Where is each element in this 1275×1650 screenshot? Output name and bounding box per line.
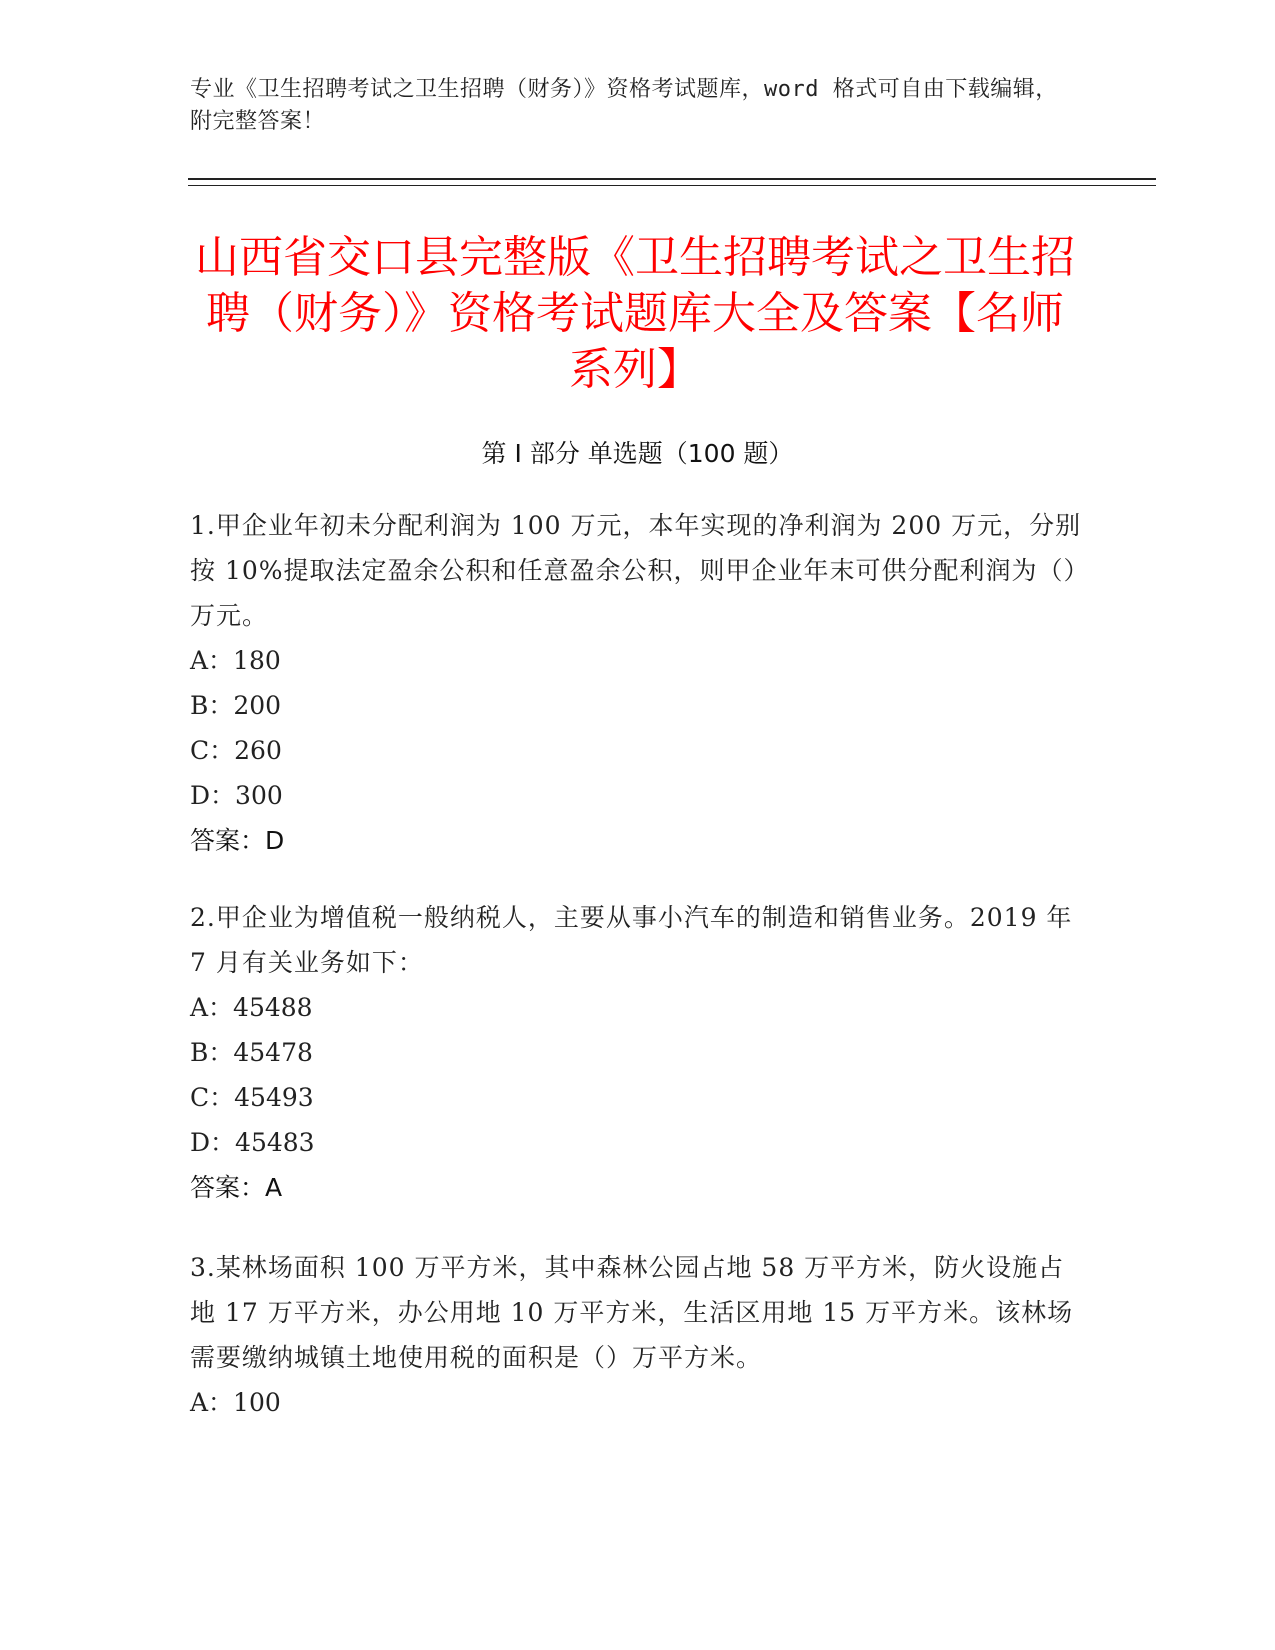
header-divider [188, 178, 1156, 180]
option-c: C：45493 [190, 1083, 314, 1112]
question-3 [190, 1245, 1090, 1425]
answer-line [190, 1165, 1090, 1210]
answer-line [190, 818, 1090, 863]
answer-label: 答案： [190, 1173, 266, 1202]
option-b: B：45478 [190, 1038, 313, 1067]
option-a: A：100 [190, 1388, 281, 1417]
answer-value: D [265, 826, 285, 855]
option-d: D：300 [190, 781, 283, 810]
option-a: A：180 [190, 646, 281, 675]
section-heading: 第 I 部分 单选题（100 题） [481, 439, 794, 468]
option-d: D：45483 [190, 1128, 315, 1157]
option-a: A：45488 [190, 993, 313, 1022]
header-divider-thin [188, 185, 1156, 186]
header-note: 专业《卫生招聘考试之卫生招聘（财务）》资格考试题库，word 格式可自由下载编辑，附完整答案！ [190, 77, 1058, 134]
question-stem: 3.某林场面积 100 万平方米，其中森林公园占地 58 万平方米，防火设施占地 17 万平方米，办公用地 10 万平方米，生活区用地 15 万平方米。该林场需要缴纳城镇土地使用税的面积是（）万平方米。 [190, 1253, 1074, 1372]
question-2 [190, 895, 1090, 1210]
question-stem: 2.甲企业为增值税一般纳税人，主要从事小汽车的制造和销售业务。2019 年 7 月有关业务如下： [190, 903, 1073, 977]
question-stem: 1.甲企业年初未分配利润为 100 万元，本年实现的净利润为 200 万元，分别按 10%提取法定盈余公积和任意盈余公积，则甲企业年末可供分配利润为（）万元。 [190, 511, 1090, 630]
document-title: 山西省交口县完整版《卫生招聘考试之卫生招聘（财务）》资格考试题库大全及答案【名师系列】 [195, 232, 1075, 395]
question-1 [190, 503, 1090, 863]
option-c: C：260 [190, 736, 282, 765]
option-b: B：200 [190, 691, 282, 720]
answer-label: 答案： [190, 826, 266, 855]
answer-value: A [265, 1173, 283, 1202]
